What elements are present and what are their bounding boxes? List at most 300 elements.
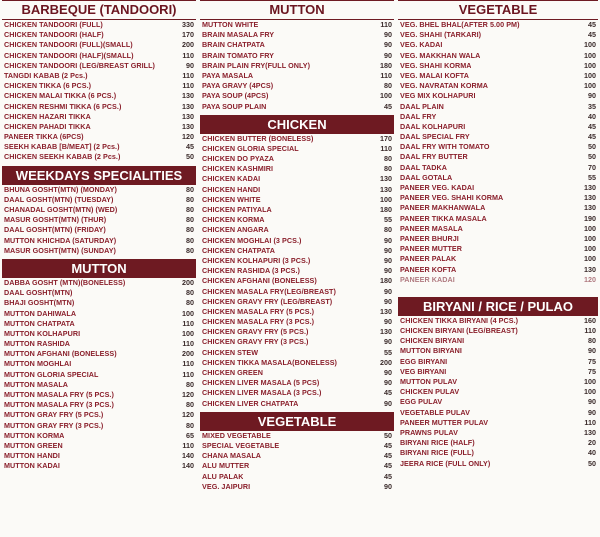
menu-item-name: CHICKEN TANDOORI (FULL)(SMALL): [4, 40, 133, 50]
menu-item-price: 80: [186, 215, 194, 225]
menu-item: [398, 224, 598, 234]
menu-item: [200, 30, 394, 40]
menu-item-price: 45: [588, 30, 596, 40]
menu-item: [2, 205, 196, 215]
menu-item: [200, 215, 394, 225]
menu-item-price: 180: [380, 276, 392, 286]
menu-item: [398, 428, 598, 438]
column-middle: [200, 0, 394, 492]
menu-item-price: 110: [584, 417, 596, 427]
menu-item-name: DAAL TADKA: [400, 162, 447, 172]
menu-item-price: 200: [182, 277, 194, 287]
menu-item-price: 90: [384, 50, 392, 60]
menu-item-name: CHICKEN TIKKA (6 PCS.): [4, 81, 92, 91]
menu-item-name: PANEER KADAI: [400, 274, 455, 284]
menu-item: [2, 246, 196, 256]
menu-item-price: 90: [384, 286, 392, 296]
menu-item-price: 130: [584, 203, 596, 213]
menu-item-name: CHICKEN MOGHLAI (3 PCS.): [202, 235, 302, 245]
menu-item: [398, 459, 598, 469]
menu-item: [200, 134, 394, 144]
menu-item-price: 130: [584, 183, 596, 192]
section-chicken: [200, 115, 394, 409]
menu-item: [2, 380, 196, 390]
menu-item-name: DAAL KOLHAPURI: [400, 121, 466, 131]
menu-item: [200, 441, 394, 451]
menu-item-name: MUTTON GLORIA SPECIAL: [4, 369, 99, 379]
menu-item-name: TANGDI KABAB (2 Pcs.): [4, 70, 88, 80]
menu-item: [200, 102, 394, 112]
section-title: MUTTON: [200, 0, 394, 20]
menu-item: [200, 472, 394, 482]
menu-item: [200, 266, 394, 276]
menu-item-price: 80: [186, 245, 194, 255]
menu-item: [2, 215, 196, 225]
menu-item-name: ALU MUTTER: [202, 461, 250, 471]
menu-item: [2, 441, 196, 451]
menu-item: [200, 256, 394, 266]
menu-item-name: CHICKEN KORMA: [202, 215, 265, 225]
menu-item-price: 130: [182, 91, 194, 101]
menu-item-name: BRAIN CHATPATA: [202, 40, 265, 50]
menu-item: [200, 225, 394, 235]
menu-item-price: 170: [380, 133, 392, 143]
menu-item-price: 110: [182, 339, 194, 349]
menu-item-name: BRAIN MASALA FRY: [202, 30, 275, 40]
menu-item-price: 90: [588, 346, 596, 356]
menu-item-name: CHICKEN ANGARA: [202, 225, 269, 235]
menu-item-price: 100: [584, 377, 596, 386]
section-mutton-2: [200, 0, 394, 112]
menu-item-name: PANEER MUTTER: [400, 244, 463, 254]
menu-item-price: 120: [182, 410, 194, 420]
menu-item: [2, 451, 196, 461]
menu-item: [200, 388, 394, 398]
menu-item-price: 110: [182, 369, 194, 379]
menu-item-price: 130: [182, 121, 194, 131]
menu-item-price: 200: [182, 349, 194, 359]
menu-item-name: PANEER MAKHANWALA: [400, 203, 486, 213]
menu-item-price: 90: [384, 337, 392, 347]
menu-item-price: 120: [584, 274, 596, 284]
menu-item-name: CHICKEN TIKKA MASALA(BONELESS): [202, 357, 337, 367]
menu-item-name: PANEER KOFTA: [400, 264, 457, 274]
menu-item: [398, 254, 598, 264]
menu-item-name: MUTTON DAHIWALA: [4, 308, 77, 318]
menu-item: [2, 122, 196, 132]
menu-item-name: PANEER PALAK: [400, 254, 457, 264]
menu-item-price: 90: [384, 368, 392, 377]
menu-item-price: 140: [182, 461, 194, 471]
menu-item-price: 80: [384, 154, 392, 164]
menu-item: [200, 451, 394, 461]
menu-item-price: 45: [588, 20, 596, 29]
menu-item-name: EGG BIRYANI: [400, 356, 448, 366]
menu-item-price: 110: [182, 318, 194, 328]
menu-item: [398, 173, 598, 183]
menu-item-name: PAYA SOUP PLAIN: [202, 101, 267, 111]
menu-item: [398, 357, 598, 367]
menu-item-name: PAYA MASALA: [202, 70, 254, 80]
menu-item: [2, 185, 196, 195]
menu-item-name: CHICKEN BIRYANI: [400, 336, 465, 346]
menu-item-name: MUTTON CHATPATA: [4, 318, 75, 328]
menu-item: [2, 349, 196, 359]
menu-item-name: CHICKEN PULAV: [400, 387, 460, 397]
menu-item-price: 90: [384, 296, 392, 306]
menu-item-name: MUTTON GRAY FRY (3 PCS.): [4, 420, 104, 430]
menu-item-price: 330: [182, 20, 194, 29]
menu-item-name: CHICKEN HAZARI TIKKA: [4, 111, 91, 121]
menu-item-price: 70: [588, 162, 596, 172]
menu-item-price: 110: [182, 50, 194, 60]
menu-item-name: CHICKEN PATIYALA: [202, 205, 272, 214]
menu-item-price: 80: [186, 400, 194, 410]
menu-item: [398, 244, 598, 254]
menu-item-price: 80: [588, 336, 596, 346]
menu-item-price: 130: [380, 184, 392, 194]
menu-item: [200, 81, 394, 91]
menu-item-price: 120: [182, 132, 194, 142]
menu-item: [2, 40, 196, 50]
menu-item-name: DAAL PLAIN: [400, 101, 444, 111]
menu-item: [200, 378, 394, 388]
menu-item: [398, 234, 598, 244]
menu-item-price: 190: [584, 213, 596, 223]
menu-item-price: 80: [186, 194, 194, 204]
menu-item-price: 100: [584, 60, 596, 70]
menu-item: [398, 132, 598, 142]
menu-item-name: DAAL SPECIAL FRY: [400, 132, 470, 142]
menu-item-price: 90: [384, 30, 392, 40]
menu-item: [398, 30, 598, 40]
menu-item-name: CHICKEN GREEN: [202, 368, 263, 377]
menu-item: [200, 307, 394, 317]
menu-item-name: CHICKEN KASHMIRI: [202, 164, 274, 174]
menu-item: [2, 288, 196, 298]
menu-item-price: 130: [584, 193, 596, 203]
menu-item-name: CHICKEN KOLHAPURI (3 PCS.): [202, 255, 311, 265]
menu-item: [398, 397, 598, 407]
menu-item-price: 100: [380, 91, 392, 101]
menu-item: [200, 236, 394, 246]
menu-item-name: CHICKEN TIKKA BIRYANI (4 PCS.): [400, 315, 519, 325]
menu-item-name: PANEER VEG. SHAHI KORMA: [400, 193, 504, 203]
menu-item: [398, 81, 598, 91]
menu-item-price: 55: [588, 172, 596, 182]
menu-item-price: 180: [380, 205, 392, 214]
menu-item-name: CHANADAL GOSHT(MTN) (WED): [4, 205, 118, 214]
menu-item: [2, 309, 196, 319]
menu-item-name: PAYA GRAVY (4PCS): [202, 81, 274, 91]
menu-item-price: 40: [588, 448, 596, 458]
menu-item-price: 90: [384, 317, 392, 327]
menu-item-name: MUTTON RASHIDA: [4, 339, 71, 349]
menu-item-name: DAAL GOSHT(MTN): [4, 288, 73, 298]
menu-item-name: PANEER MASALA: [400, 223, 463, 233]
menu-item-price: 90: [588, 91, 596, 101]
menu-item-price: 130: [380, 327, 392, 337]
menu-item-name: CHICKEN PAHADI TIKKA: [4, 121, 91, 131]
menu-item-price: 45: [186, 142, 194, 152]
menu-item-price: 90: [384, 378, 392, 388]
menu-item-name: SPECIAL VEGETABLE: [202, 440, 280, 450]
menu-item-price: 130: [182, 101, 194, 111]
menu-item-price: 160: [584, 315, 596, 325]
menu-item-name: MUTTON AFGHANI (BONELESS): [4, 349, 117, 359]
menu-item-name: MUTTON MASALA FRY (5 PCS.): [4, 390, 114, 399]
column-right: [398, 0, 598, 469]
menu-item: [200, 40, 394, 50]
menu-item-name: CHICKEN GRAVY FRY (LEG/BREAST): [202, 296, 333, 306]
menu-item: [398, 20, 598, 30]
menu-item: [398, 61, 598, 71]
menu-item-price: 110: [182, 359, 194, 369]
menu-item-price: 130: [584, 264, 596, 274]
menu-item-name: DABBA GOSHT (MTN)(BONELESS): [4, 277, 126, 287]
menu-item-price: 200: [380, 357, 392, 367]
menu-item-price: 65: [186, 430, 194, 440]
menu-item-name: VEGETABLE PULAV: [400, 407, 470, 417]
menu-item-price: 45: [384, 388, 392, 398]
menu-item-price: 55: [384, 215, 392, 225]
menu-item-price: 50: [384, 430, 392, 440]
menu-item: [200, 61, 394, 71]
menu-item-price: 200: [182, 40, 194, 50]
menu-item-name: JEERA RICE (FULL ONLY): [400, 458, 491, 468]
menu-item-name: MASUR GOSHT(MTN) (SUNDAY): [4, 245, 116, 255]
menu-item-name: MASUR GOSHT(MTN) (THUR): [4, 215, 107, 225]
section-title: VEGETABLE: [200, 412, 394, 431]
menu-item: [398, 367, 598, 377]
menu-item-name: CHANA MASALA: [202, 451, 262, 461]
menu-item-price: 80: [384, 81, 392, 91]
menu-item: [2, 61, 196, 71]
menu-item: [200, 51, 394, 61]
menu-item: [398, 122, 598, 132]
menu-item-price: 75: [588, 356, 596, 366]
menu-item: [2, 390, 196, 400]
menu-item: [2, 236, 196, 246]
menu-item-price: 40: [588, 111, 596, 121]
menu-item-name: CHICKEN MASALA FRY (3 PCS.): [202, 317, 315, 327]
menu-item: [398, 152, 598, 162]
menu-item-price: 90: [384, 255, 392, 265]
menu-item: [2, 359, 196, 369]
menu-item-price: 140: [182, 451, 194, 461]
menu-item-price: 55: [384, 347, 392, 357]
menu-item: [398, 387, 598, 397]
menu-item-name: VEG. MAKKHAN WALA: [400, 50, 481, 60]
menu-item-price: 80: [186, 379, 194, 389]
column-left: [2, 0, 196, 472]
menu-item: [398, 265, 598, 275]
menu-item-name: BRAIN PLAIN FRY(FULL ONLY): [202, 60, 311, 70]
section-vegetable: [398, 0, 598, 285]
menu-item-price: 45: [384, 451, 392, 461]
menu-item-name: PANEER MUTTER PULAV: [400, 417, 489, 427]
menu-item-price: 45: [384, 461, 392, 471]
menu-item: [200, 337, 394, 347]
menu-item: [200, 358, 394, 368]
menu-item-price: 100: [584, 244, 596, 254]
menu-item: [398, 438, 598, 448]
menu-item-name: BRAIN TOMATO FRY: [202, 50, 275, 60]
menu-item-name: SEEKH KABAB [B/MEAT] (2 Pcs.): [4, 142, 120, 152]
menu-item-name: BHAJI GOSHT(MTN): [4, 298, 75, 308]
section-title: MUTTON: [2, 259, 196, 278]
menu-item-price: 110: [182, 81, 194, 91]
menu-item: [2, 370, 196, 380]
menu-item: [2, 339, 196, 349]
menu-item-price: 100: [584, 50, 596, 60]
menu-item: [2, 329, 196, 339]
menu-item-price: 90: [384, 481, 392, 491]
menu-item-name: MUTTON KADAI: [4, 461, 60, 471]
menu-item-price: 100: [380, 194, 392, 204]
menu-item-name: MUTTON KORMA: [4, 430, 65, 440]
menu-item-name: DAAL FRY WITH TOMATO: [400, 142, 490, 152]
menu-item-name: BIRYANI RICE (HALF): [400, 438, 475, 448]
menu-item-price: 110: [182, 70, 194, 80]
menu-item-price: 100: [584, 254, 596, 264]
menu-item-price: 100: [584, 223, 596, 233]
menu-item-name: MUTTON WHITE: [202, 20, 259, 29]
menu-item-name: PRAWNS PULAV: [400, 427, 458, 437]
menu-item-price: 80: [384, 225, 392, 235]
menu-item: [398, 316, 598, 326]
menu-item-price: 45: [588, 121, 596, 131]
menu-item-price: 80: [384, 164, 392, 174]
menu-item: [2, 152, 196, 162]
menu-item-price: 90: [384, 245, 392, 255]
menu-item: [398, 102, 598, 112]
menu-item-name: MUTTON MASALA FRY (3 PCS.): [4, 400, 114, 410]
menu-item-price: 80: [186, 184, 194, 194]
menu-item-name: MUTTON BIRYANI: [400, 346, 462, 356]
menu-item: [200, 91, 394, 101]
menu-item: [200, 246, 394, 256]
menu-item: [398, 71, 598, 81]
menu-item-price: 90: [588, 397, 596, 407]
menu-item: [2, 132, 196, 142]
menu-item: [200, 461, 394, 471]
menu-item-name: CHICKEN GRAVY FRY (3 PCS.): [202, 337, 309, 347]
menu-item: [200, 276, 394, 286]
menu-item: [2, 461, 196, 471]
menu-item-price: 80: [186, 288, 194, 298]
menu-item: [398, 418, 598, 428]
menu-item-name: CHICKEN WHITE: [202, 194, 261, 204]
menu-item-price: 50: [588, 152, 596, 162]
menu-item: [2, 400, 196, 410]
menu-item-price: 80: [186, 235, 194, 245]
menu-item: [398, 214, 598, 224]
menu-item-price: 170: [182, 30, 194, 40]
menu-item-price: 80: [186, 225, 194, 235]
menu-item-name: PANEER VEG. KADAI: [400, 183, 475, 192]
menu-item-name: CHICKEN MALAI TIKKA (6 PCS.): [4, 91, 117, 101]
menu-item: [398, 142, 598, 152]
section-title: CHICKEN: [200, 115, 394, 134]
section-title: VEGETABLE: [398, 0, 598, 20]
menu-item: [200, 205, 394, 215]
menu-item-price: 120: [182, 390, 194, 399]
menu-item-price: 130: [380, 306, 392, 316]
menu-item: [200, 287, 394, 297]
menu-item-name: VEG. NAVRATAN KORMA: [400, 81, 488, 91]
menu-item-name: CHICKEN BIRYANI (LEG/BREAST): [400, 326, 518, 336]
menu-item-price: 80: [186, 205, 194, 214]
menu-item: [200, 20, 394, 30]
menu-item: [398, 448, 598, 458]
menu-item-price: 50: [186, 152, 194, 162]
menu-item-name: BHUNA GOSHT(MTN) (MONDAY): [4, 184, 117, 194]
menu-item-name: VEG BIRYANI: [400, 366, 447, 376]
menu-item-name: MUTTON KHICHDA (SATURDAY): [4, 235, 117, 245]
menu-item-price: 90: [384, 266, 392, 276]
menu-item: [2, 30, 196, 40]
menu-item-name: EGG PULAV: [400, 397, 443, 407]
menu-item-price: 100: [584, 387, 596, 397]
menu-item: [2, 20, 196, 30]
menu-item: [398, 112, 598, 122]
menu-item-name: CHICKEN AFGHANI (BONELESS): [202, 276, 317, 286]
menu-item-name: DAAL FRY BUTTER: [400, 152, 468, 162]
menu-item-price: 75: [588, 366, 596, 376]
menu-item: [398, 326, 598, 336]
menu-item-price: 100: [584, 70, 596, 80]
menu-item: [200, 144, 394, 154]
section-title: BIRYANI / RICE / PULAO: [398, 297, 598, 316]
menu-item-name: CHICKEN STEW: [202, 347, 259, 357]
menu-item: [398, 275, 598, 285]
menu-item: [2, 71, 196, 81]
menu-item-price: 180: [380, 60, 392, 70]
menu-item: [200, 297, 394, 307]
menu-item-price: 90: [384, 398, 392, 408]
section-mutton-1: [2, 259, 196, 472]
menu-item-name: CHICKEN MASALA FRY (5 PCS.): [202, 306, 315, 316]
menu-item: [2, 91, 196, 101]
menu-item: [200, 174, 394, 184]
menu-item: [2, 410, 196, 420]
menu-item: [2, 81, 196, 91]
menu-item: [2, 102, 196, 112]
menu-item: [398, 336, 598, 346]
menu-item-name: CHICKEN KADAI: [202, 174, 261, 184]
menu-item-price: 35: [588, 101, 596, 111]
menu-item-name: VEG. KADAI: [400, 40, 443, 50]
section-title: WEEKDAYS SPECIALITIES: [2, 166, 196, 185]
menu-item: [2, 431, 196, 441]
menu-item: [200, 195, 394, 205]
menu-item-price: 110: [380, 20, 392, 29]
menu-item: [398, 51, 598, 61]
menu-item-name: CHICKEN RESHMI TIKKA (6 PCS.): [4, 101, 122, 111]
menu-item-name: MUTTON KOLHAPURI: [4, 328, 81, 338]
menu-item: [200, 317, 394, 327]
menu-item: [2, 112, 196, 122]
menu-item-name: MUTTON GRAY FRY (5 PCS.): [4, 410, 104, 420]
menu-item-name: CHICKEN GRAVY FRY (5 PCS.): [202, 327, 309, 337]
menu-item: [398, 193, 598, 203]
menu-item: [2, 51, 196, 61]
menu-item: [398, 163, 598, 173]
menu-item-name: CHICKEN LIVER MASALA (5 PCS): [202, 378, 320, 388]
menu-item-price: 90: [384, 40, 392, 50]
menu-item-name: CHICKEN TANDOORI (FULL): [4, 20, 103, 29]
